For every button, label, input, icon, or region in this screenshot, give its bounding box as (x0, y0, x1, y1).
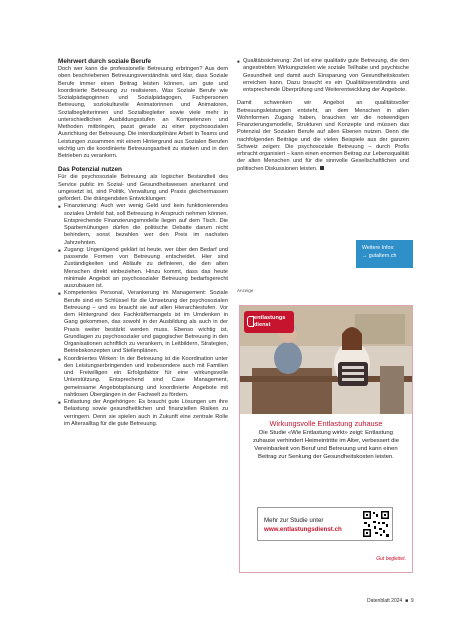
bullet-personal: ■ Kompetentes Personal, Verankerung im Management: Soziale Berufe sind ein Schlüssel für die Umsetzung der psychosozialen Betreuung – und es braucht sie auf allen Hierarchiestufen. Vor dem Hintergrund des Fachkräftemangels ist im Umdenken in Gang gekommen, das sowohl in der Ausbildung als auch in der Praxis weiter bestärkt werden muss. Ebenso wichtig ist, Grundlagen zu psychosozialer und gagogischer Betreuung in den Organisationen schriftlich zu verankern, in Leitbildern, Strategien, Betriebskonzepten und Stellenplänen. (58, 290, 228, 355)
bullet-finanzierung: ■ Finanzierung: Auch wer wenig Geld und kein funktionierendes soziales Umfeld hat, soll Betreuung in Anspruch nehmen können. Entsprechende Finanzierungsmodelle liegen auf dem Tisch. Die Sparbemühungen dürfen die politische Debatte darum nicht behindern, sonst bezahlen wer den Preis im nachsten Jahrzehnten. (58, 203, 228, 247)
bullet-koordination: ■ Koordiniertes Wirken: In der Betreuung ist die Koordination unter den Leistungserbringenden und insbesondere auch mit Familien und Freiwilligen ein Erfolgsfaktor für eine wirkungsvolle Unterstützung. Entsprechend sind Case Management, gemeinsame Angebotsplanung und koordinierte Angebote mit nahtlosen Übergängen in der Fachwelt zu fördern. (58, 356, 228, 400)
info-link-url[interactable]: → gutaltern.ch (362, 253, 397, 259)
page-footer (367, 598, 414, 604)
bullet-zugang: ■ Zugang: Ungenügend geklärt ist heute, wer über den Bedarf und passende Formen von Betreuung entscheidet. Hier sind Zuständigkeiten und Abläufe zu definieren, die den alten Menschen direkt einbeziehen. Hinzu kommt, dass das heute minimale Angebot an psychosozialer Betreuung bedarfsgerecht auszubauen ist. (58, 247, 228, 291)
bullet-entlastung: ■ Entlastung der Angehörigen: Es braucht gute Lösungen um ihre Belastung sowie gesundheitlichen und finanziellen Risiken zu verringern. Denn sie spielen auch in Zukunft eine zentrale Rolle im Altersalltag für die gute Betreuung. (58, 399, 228, 428)
info-link-label: Weitere Infos: (362, 245, 395, 251)
bullet-qualitaet: ■ Qualitätssicherung: Ziel ist eine qualitativ gute Betreuung, die den angestrebten Wirkungszielen wie soziale Teilhabe und psychische Gesundheit und damit auch Einsparung von Gesundheitskosten erreichen kann. Dazu braucht es ein Qualitätsverständnis und entsprechende Überprüfung und Weiterentwicklung der Angebote. (237, 58, 409, 94)
ad-cta-text (264, 516, 342, 534)
advertisement (239, 305, 413, 573)
end-mark-icon (320, 166, 324, 170)
ad-cta-box[interactable] (257, 507, 393, 541)
qr-code-icon[interactable] (362, 510, 390, 538)
left-column (58, 58, 228, 428)
page-number: 9 (410, 598, 414, 604)
paragraph-potenzial: Für die psychosoziale Betreuung als logischer Bestandteil des Service public im Sozial- und Gesundheitswesen anerkannt und umgesetzt ist, sind Politik, Verwaltung und Praxis gleichermassen gefordert. Die drängendsten Entwicklungen: (58, 174, 228, 202)
ad-label: Anzeige (237, 288, 254, 293)
section-heading-mehrwert: Mehrwert durch soziale Berufe (58, 58, 152, 65)
footer-separator: ■ (403, 598, 411, 604)
right-bullet-list (237, 58, 409, 94)
right-column (237, 58, 409, 173)
section-heading-potenzial: Das Potenzial nutzen (58, 166, 122, 174)
paragraph-fazit (237, 100, 409, 173)
ad-photo (240, 306, 412, 414)
ad-logo-icon (247, 316, 254, 327)
paragraph-mehrwert: Doch wer kann die professionelle Betreuung erbringen? Aus dem oben beschriebenen Betreuungsverständnis wird klar, dass Soziale Berufe immer einen Beitrag leisten können, um gute und koordinierte Betreuung zu realisieren. Was Soziale Berufe wie Sozialpädagoginnen und Sozialpädagogen, Fachpersonen Betreuung, soziokulturelle Animatorinnen und Animatoren, Sozialbegleiterinnen und Sozialbegleiter sowie viele mehr in unterschiedlichen Ausbildungsstufen an Kompetenzen und Methoden mitbringen, passt gerade zu einer psychosozialen Ausrichtung der Betreuung. Die interdisziplinäre Arbeit in Teams und Leistungen zusammen mit einem Hintergrund aus Sozialen Berufen wichtig um die koordinierte Betreuungsarbeit zu starken und in den Betrieben zu verankern. (58, 66, 228, 159)
ad-logo-text: entlastungs dienst (254, 315, 286, 328)
info-link-box[interactable] (356, 240, 413, 268)
ad-headline: Wirkungsvolle Entlastung zuhause (269, 419, 383, 428)
ad-slogan: Gut begleitet. (376, 556, 406, 562)
ad-cta-url[interactable]: www.entlastungsdienst.ch (264, 526, 342, 533)
footer-issue: Datenblatt 2024 (367, 598, 403, 604)
ad-cta-line: Mehr zur Studie unter (264, 517, 324, 524)
ad-body: Die Studie «Wie Entlastung wirkt» zeigt: Entlastung zuhause verhindert Heimeintritte im Alter, verbessert die Vereinbarkeit von Beruf und Betreuung und kann einen Beitrag zur Senkung der Gesundheitskosten leisten. (252, 430, 400, 460)
left-bullet-list (58, 203, 228, 428)
paragraph-fazit-text: Damit schwenken wir Angebot an qualitätsvoller Betreuungsleistungen entsteht, an dem Menschen in allen Wohnformen Zugang haben, brauchen wir die notwendigen Finanzierungsmodelle, Strukturen und Konzepte und müssen das Potenzial der Sozialen Berufe auf allen Ebenen nutzen. Denn die nachfolgenden Beiträge und die vielen Beispiele aus der ganzen Schweiz zeigen: Die psychosoziale Betreuung – durch Profis erbracht organisiert – kann einen enormen Beitrag zur Lebensqualität der alten Menschen und für die sinnvolle Gesellschaftlichen und politischen Diskussionen leisten. (237, 100, 409, 172)
ad-brand-logo (244, 311, 294, 333)
